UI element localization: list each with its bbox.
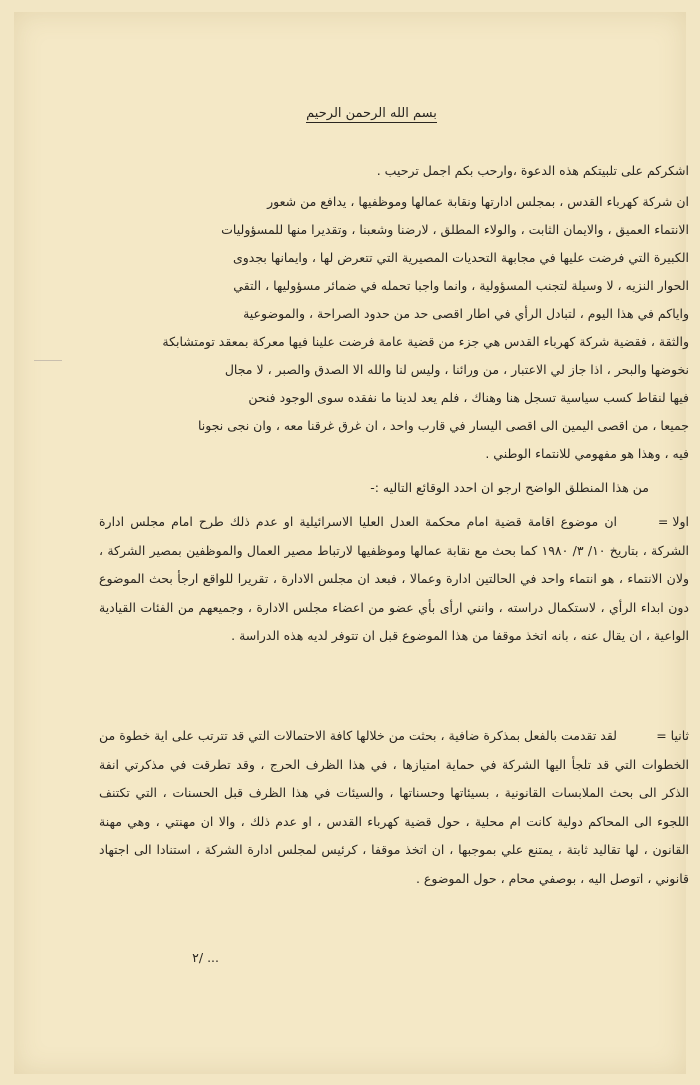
paragraph-line: والثقة ، فقضية شركة كهرباء القدس هي جزء من قضية عامة فرضت علينا فيها معركة بمعقد تومتشابكة xyxy=(162,334,689,349)
paragraph-1 xyxy=(99,188,689,468)
paragraph-line: الانتماء العميق ، والايمان الثابت ، والولاء المطلق ، لارضنا وشعبنا ، وتقديرا منها للمسؤوليات xyxy=(221,222,689,237)
paragraph-line: واياكم في هذا اليوم ، لتبادل الرأي في اطار اقصى حد من حدود الصراحة ، والموضوعية xyxy=(243,306,689,321)
item-number: ثانيا = xyxy=(656,728,689,743)
item-text: ان موضوع اقامة قضية امام محكمة العدل العليا الاسرائيلية او عدم ذلك طرح امام مجلس ادارة الشركة ، بتاريخ ١٠/ ٣/ ١٩٨٠ كما بحث مع نقابة عمالها وموظفيها لارتباط مصير العمال والموظفين بمصير الشركة ، ولان الانتماء ، هو انتماء واحد في الحالتين ادارة وعمالا ، فبعد ان مجلس الادارة ، تقريرا للواقع ارجأ بحث الموضوع دون ابداء الرأي ، لاستكمال دراسته ، وانني ارأى بأي عضو من اعضاء مجلس الادارة ، وجميعهم من الفئات القيادية الواعية ، ان يقال عنه ، بانه اتخذ موقفا من هذا الموضوع قبل ان تتوفر لديه هذه الدراسة . xyxy=(99,514,689,643)
paper-sheet xyxy=(14,12,689,1074)
greeting-line: اشكركم على تلبيتكم هذه الدعوة ،وارحب بكم اجمل ترحيب . xyxy=(376,163,689,178)
item-text: لقد تقدمت بالفعل بمذكرة ضافية ، بحثت من خلالها كافة الاحتمالات التي قد تترتب على اية خطوة من الخطوات التي قد تلجأ اليها الشركة في حماية امتيازها ، في هذا الظرف الحرج ، وقد تطرقت في مذكرتي انفة الذكر الى بحث الملابسات القانونية ، بسيئاتها وحسناتها ، والسيئات في هذا الظرف قبل الحسنات ، التي تكتنف اللجوء الى المحاكم دولية كانت ام محلية ، حول قضية كهرباء القدس ، او عدم ذلك ، والا ان مهنتي ، وهي مهنة القانون ، لها تقاليد ثابتة ، يمتنع علي بموجبها ، ان اتخذ موقفا ، كرئيس لمجلس ادارة الشركة ، استنادا الى اجتهاد قانوني ، اتوصل اليه ، بوصفي محام ، حول الموضوع . xyxy=(99,728,689,886)
paragraph-line: الكبيرة التي فرضت عليها في مجابهة التحديات المصيرية التي تتعرض لها ، وايمانها بجدوى xyxy=(232,250,689,265)
page-number: ٢/ ... xyxy=(192,950,219,965)
item-number: اولا = xyxy=(657,514,689,529)
basmala-heading xyxy=(54,106,689,121)
paragraph-line: فيه ، وهذا هو مفهومي للانتماء الوطني . xyxy=(485,446,689,461)
document-body xyxy=(54,12,689,1072)
paragraph-line: ان شركة كهرباء القدس ، بمجلس ادارتها ونقابة عمالها وموظفيها ، يدافع من شعور xyxy=(267,194,689,209)
basmala-text: بسم الله الرحمن الرحيم xyxy=(306,106,437,121)
intro-line: من هذا المنطلق الواضح ارجو ان احدد الوقائع التاليه :- xyxy=(370,480,649,495)
paragraph-line: نخوضها والبحر ، اذا جاز لي الاعتبار ، من ورائنا ، وليس لنا والله الا الصدق والصبر ، لا مجال xyxy=(224,362,689,377)
paragraph-line: فيها لنقاط كسب سياسية تسجل هنا وهناك ، فلم يعد لدينا ما نفقده سوى الوجود فنحن xyxy=(248,390,689,405)
paragraph-line: جميعا ، من اقصى اليمين الى اقصى اليسار في قارب واحد ، ان غرق غرقنا معه ، وان نجى نجونا xyxy=(197,418,689,433)
paragraph-line: الحوار النزيه ، لا وسيلة لتجنب المسؤولية ، وانما واجبا تحمله في ضمائر مسؤوليها ، التقي xyxy=(233,278,689,293)
